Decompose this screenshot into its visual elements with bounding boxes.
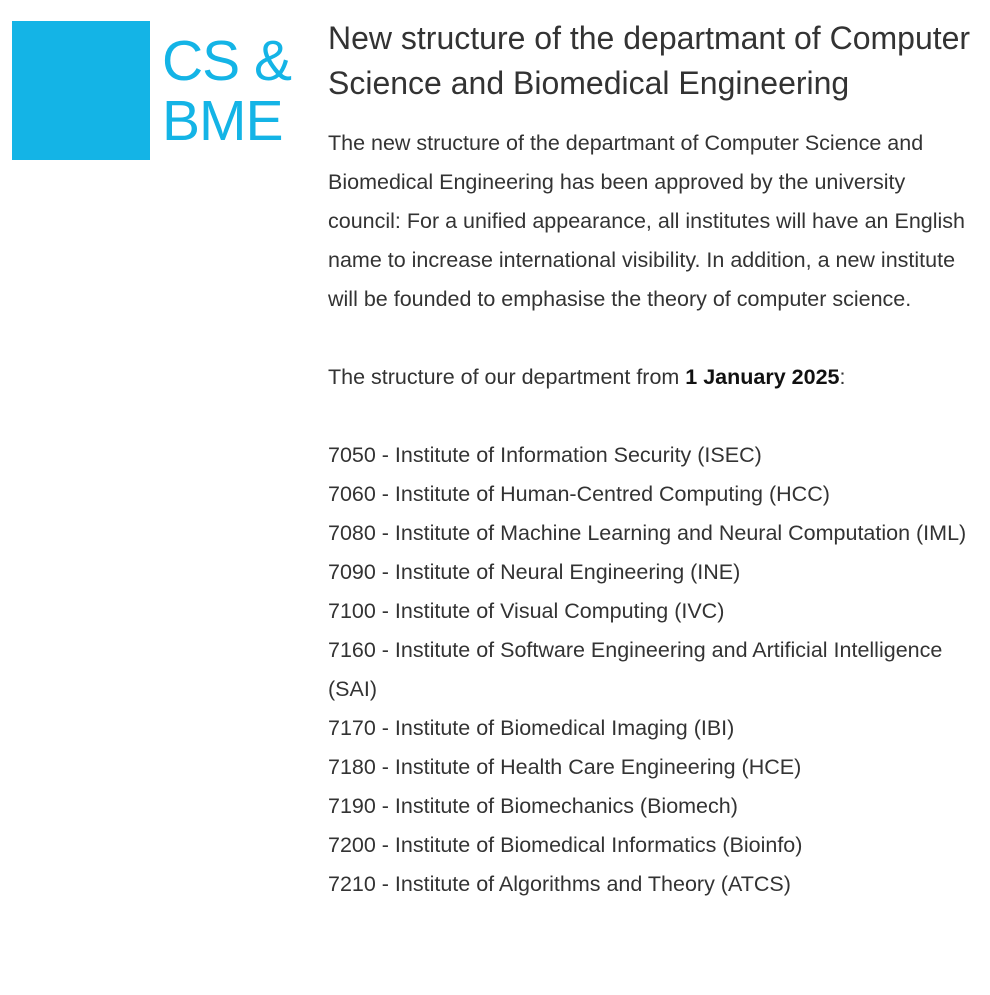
structure-suffix: : bbox=[839, 365, 846, 389]
institute-item: 7080 - Institute of Machine Learning and Neural Computation (IML) bbox=[328, 521, 967, 545]
institute-item: 7210 - Institute of Algorithms and Theory (ATCS) bbox=[328, 872, 791, 896]
institute-item: 7050 - Institute of Information Security (ISEC) bbox=[328, 443, 762, 467]
structure-date: 1 January 2025 bbox=[685, 365, 840, 389]
structure-heading bbox=[328, 358, 978, 397]
institute-item: 7160 - Institute of Software Engineering and Artificial Intelligence (SAI) bbox=[328, 638, 943, 701]
article bbox=[328, 16, 978, 904]
article-title: New structure of the departmant of Computer Science and Biomedical Engineering bbox=[328, 20, 971, 101]
institute-item: 7100 - Institute of Visual Computing (IVC) bbox=[328, 599, 725, 623]
institute-item: 7180 - Institute of Health Care Engineering (HCE) bbox=[328, 755, 802, 779]
logo-square bbox=[12, 21, 150, 160]
institute-item: 7190 - Institute of Biomechanics (Biomech) bbox=[328, 794, 738, 818]
institute-item: 7060 - Institute of Human-Centred Computing (HCC) bbox=[328, 482, 830, 506]
structure-prefix: The structure of our department from bbox=[328, 365, 686, 389]
logo-line-1: CS & bbox=[162, 28, 292, 93]
institute-item: 7200 - Institute of Biomedical Informatics (Bioinfo) bbox=[328, 833, 803, 857]
logo-wordmark bbox=[162, 21, 291, 160]
institute-item: 7170 - Institute of Biomedical Imaging (IBI) bbox=[328, 716, 735, 740]
department-logo bbox=[12, 21, 300, 160]
institute-list bbox=[328, 436, 978, 904]
logo-line-2: BME bbox=[162, 88, 283, 153]
institute-item: 7090 - Institute of Neural Engineering (INE) bbox=[328, 560, 741, 584]
article-intro: The new structure of the departmant of Computer Science and Biomedical Engineering has been approved by the university council: For a unified appearance, all institutes will have an English name to increase international visibility. In addition, a new institute will be founded to emphasise the theory of computer science. bbox=[328, 131, 966, 311]
